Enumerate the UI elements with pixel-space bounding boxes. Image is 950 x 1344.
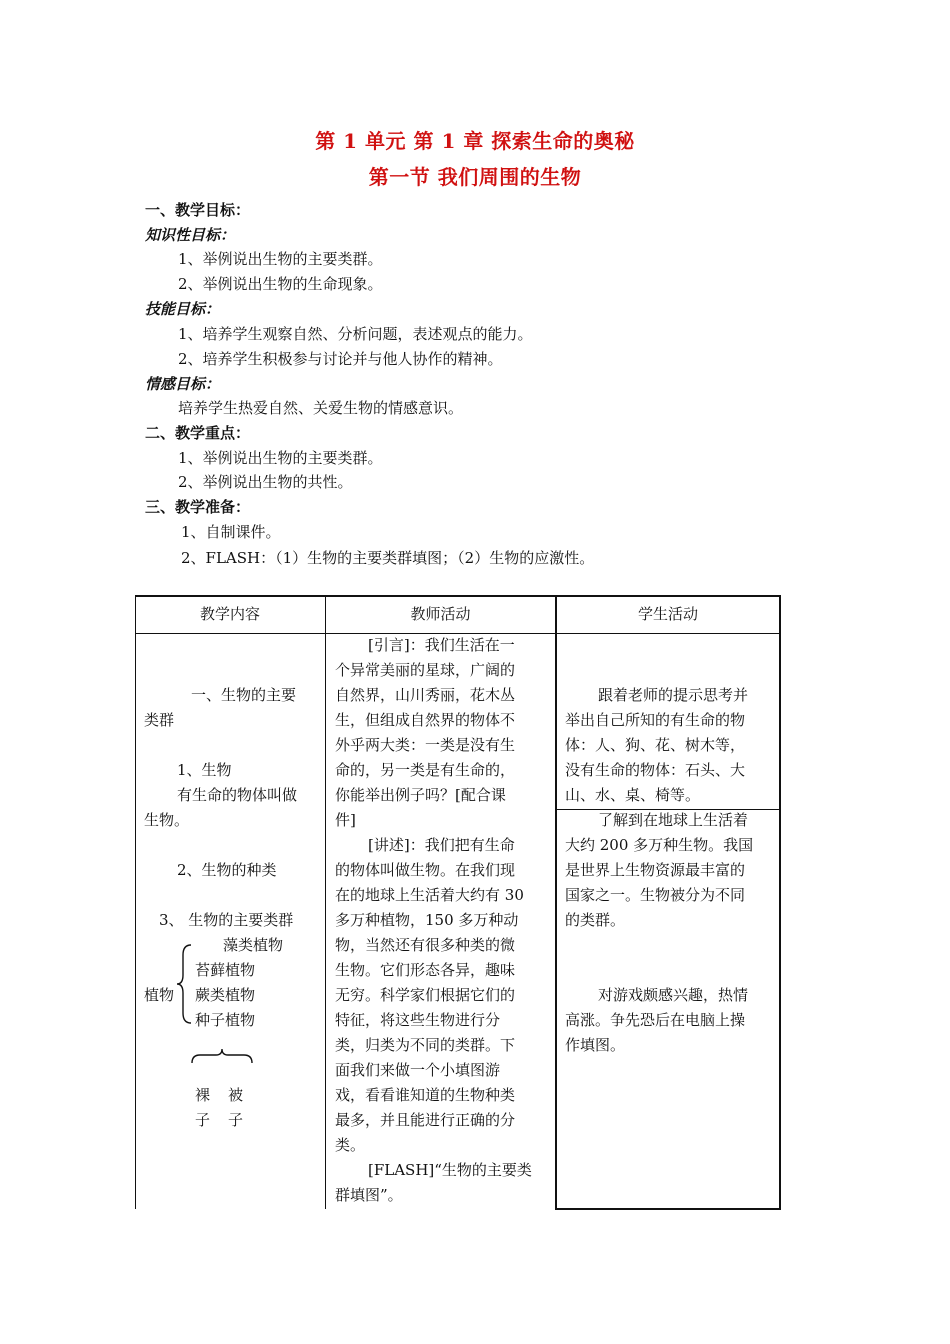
teacher-line: 个异常美丽的星球，广阔的 [335,661,516,679]
preparation-heading: 三、教学准备： [145,498,251,516]
objectives-heading: 一、教学目标： [145,201,251,219]
teacher-line: 在的地球上生活着大约有 30 [335,886,524,904]
student-line: 了解到在地球上生活着 [598,811,749,829]
header-teacher: 教师活动 [410,605,471,623]
seed-type-char: 子 [195,1111,211,1129]
key-point-item: 1、举例说出生物的主要类群。 [178,449,383,467]
plant-type: 苔藓植物 [195,961,256,979]
seed-type-char: 被 [228,1086,244,1104]
teacher-line: 类。 [335,1136,366,1154]
table-col-divider [325,595,326,1209]
plants-label: 植物 [144,986,175,1004]
teacher-line: 生物。它们形态各异，趣味 [335,961,516,979]
student-line: 大约 200 多万种生物。我国 [565,836,754,854]
student-line: 体：人、狗、花、树木等， [565,736,746,754]
teacher-line: [讲述]：我们把有生命 [368,836,515,854]
table-left-border [135,595,136,1209]
content-line: 3、 生物的主要类群 [159,911,294,929]
emotion-item: 培养学生热爱自然、关爱生物的情感意识。 [178,399,464,417]
teacher-line: 你能举出例子吗？[配合课 [335,786,506,804]
student-line: 是世界上生物资源最丰富的 [565,861,746,879]
lesson-table [135,595,781,1209]
unit-title: 第 1 单元 第 1 章 探索生命的奥秘 [315,129,635,153]
skill-label: 技能目标： [145,300,221,318]
content-line: 2、生物的种类 [177,861,277,879]
content-line: 一、生物的主要 [191,686,297,704]
teacher-line: 无穷。科学家们根据它们的 [335,986,516,1004]
table-right-border [779,595,781,1209]
student-line: 山、水、桌、椅等。 [565,786,701,804]
key-point-item: 2、举例说出生物的共性。 [178,473,353,491]
teacher-line: [引言]：我们生活在一 [368,636,515,654]
emotion-label: 情感目标： [145,375,221,393]
key-points-heading: 二、教学重点： [145,424,251,442]
plant-type: 种子植物 [195,1011,256,1029]
content-line: 生物。 [144,811,190,829]
teacher-line: 命的，另一类是有生命的， [335,761,516,779]
content-line: 1、生物 [177,761,232,779]
content-line: 有生命的物体叫做 [177,786,298,804]
student-line: 跟着老师的提示思考并 [598,686,749,704]
preparation-item: 2、FLASH：（1）生物的主要类群填图；（2）生物的应激性。 [181,549,595,567]
student-line: 国家之一。生物被分为不同 [565,886,746,904]
teacher-line: [FLASH]“生物的主要类 [368,1161,532,1179]
header-content: 教学内容 [199,605,260,623]
down-brace-icon [190,1047,254,1067]
teacher-line: 件] [335,811,356,829]
knowledge-label: 知识性目标： [145,226,236,244]
plant-type: 藻类植物 [223,936,284,954]
table-col-divider [555,595,557,1209]
teacher-line: 群填图”。 [335,1186,403,1204]
knowledge-item: 1、举例说出生物的主要类群。 [178,250,383,268]
student-line: 作填图。 [565,1036,626,1054]
student-cell-bottom [555,1208,781,1210]
section-title: 第一节 我们周围的生物 [368,165,582,189]
teacher-line: 的物体叫做生物。在我们现 [335,861,516,879]
plant-type: 蕨类植物 [195,986,256,1004]
knowledge-item: 2、举例说出生物的生命现象。 [178,275,383,293]
teacher-line: 外乎两大类：一类是没有生 [335,736,516,754]
student-line: 高涨。争先恐后在电脑上操 [565,1011,746,1029]
skill-item: 1、培养学生观察自然、分析问题，表述观点的能力。 [178,325,533,343]
teacher-line: 物，当然还有很多种类的微 [335,936,516,954]
teacher-line: 多万种植物，150 多万种动 [335,911,519,929]
student-line: 对游戏颇感兴趣，热情 [598,986,749,1004]
teacher-line: 自然界，山川秀丽，花木丛 [335,686,516,704]
student-line: 的类群。 [565,911,626,929]
left-brace-icon [175,943,195,1025]
teacher-line: 戏，看看谁知道的生物种类 [335,1086,516,1104]
student-line: 举出自己所知的有生命的物 [565,711,746,729]
preparation-item: 1、自制课件。 [181,523,281,541]
teacher-line: 最多，并且能进行正确的分 [335,1111,516,1129]
content-line: 类群 [144,711,175,729]
teacher-line: 面我们来做一个小填图游 [335,1061,501,1079]
seed-type-char: 子 [228,1111,244,1129]
seed-type-char: 裸 [195,1086,211,1104]
teacher-line: 特征，将这些生物进行分 [335,1011,501,1029]
teacher-line: 类，归类为不同的类群。下 [335,1036,516,1054]
header-student: 学生活动 [637,605,698,623]
teacher-line: 生，但组成自然界的物体不 [335,711,516,729]
student-line: 没有生命的物体：石头、大 [565,761,746,779]
skill-item: 2、培养学生积极参与讨论并与他人协作的精神。 [178,350,503,368]
